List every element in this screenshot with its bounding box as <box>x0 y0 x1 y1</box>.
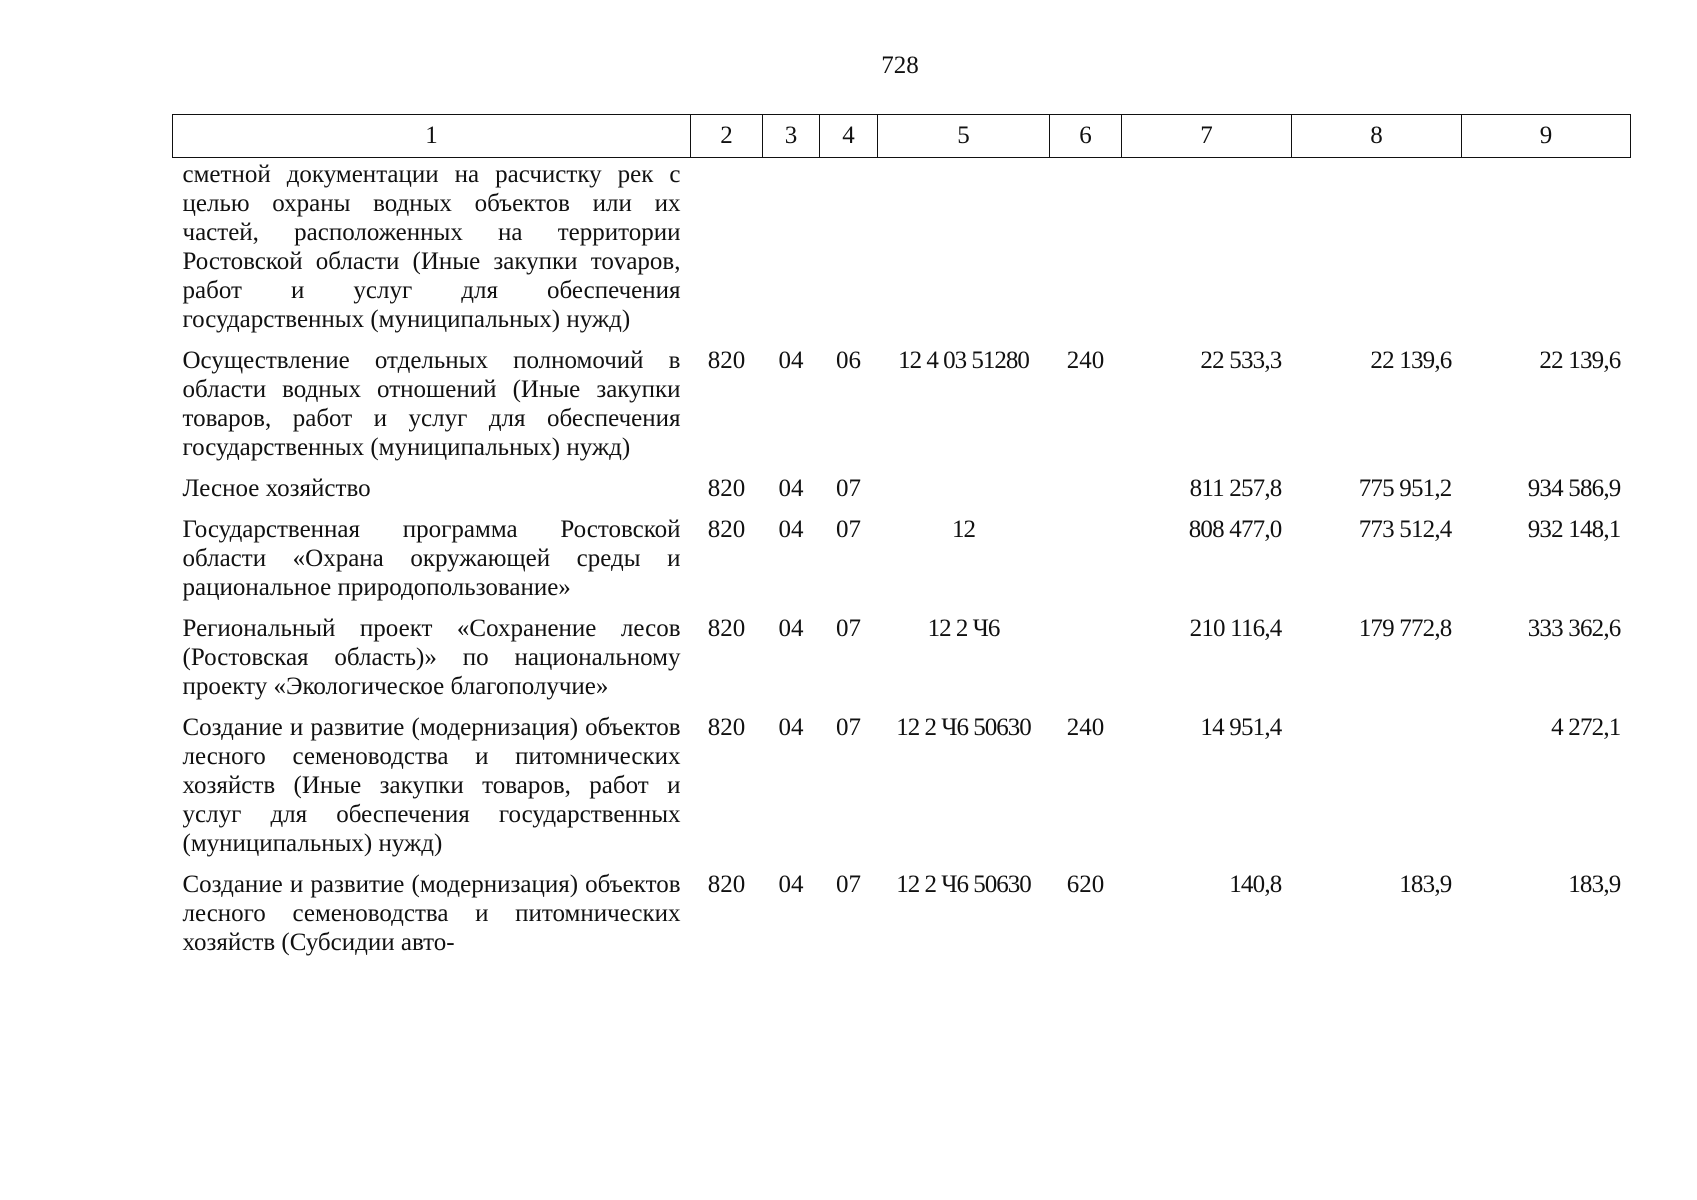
ministry-code: 820 <box>707 516 746 543</box>
row-description: Создание и развитие (модернизация) объектов лесного семеноводства и питомнических хозяйств (Субсидии авто- <box>182 871 681 956</box>
target-article-code <box>878 158 1050 347</box>
expense-type-code <box>1050 158 1122 347</box>
table-row <box>173 346 1631 474</box>
amount-col9: 183,9 <box>1568 871 1621 898</box>
section-code <box>763 158 820 347</box>
amount-col8 <box>1292 713 1462 870</box>
section-code: 04 <box>778 871 804 898</box>
subsection-code: 07 <box>836 871 861 898</box>
column-header: 5 <box>878 115 1050 158</box>
target-article-code: 12 2 Ч6 50630 <box>896 871 1031 898</box>
column-header: 7 <box>1122 115 1292 158</box>
amount-col8: 22 139,6 <box>1370 347 1452 374</box>
table-row <box>173 515 1631 614</box>
ministry-code: 820 <box>707 871 746 898</box>
target-article-code <box>878 474 1050 515</box>
target-article-code: 12 2 Ч6 <box>927 615 1000 642</box>
subsection-code <box>820 158 878 347</box>
subsection-code: 07 <box>836 516 861 543</box>
amount-col9: 934 586,9 <box>1527 475 1621 502</box>
budget-table <box>172 114 1631 969</box>
amount-col9: 22 139,6 <box>1539 347 1621 374</box>
row-description: сметной документации на расчистку рек с целью охраны водных объектов или их частей, расположенных на территории Ростовской области (Иные закупки тоvаров, работ и услуг для обеспечения государственных (муниципальных) нужд) <box>182 161 681 333</box>
subsection-code: 07 <box>836 615 861 642</box>
target-article-code: 12 <box>952 516 975 543</box>
column-header: 8 <box>1292 115 1462 158</box>
amount-col8: 775 951,2 <box>1358 475 1452 502</box>
amount-col7: 140,8 <box>1229 871 1282 898</box>
column-header: 9 <box>1462 115 1631 158</box>
amount-col8 <box>1292 158 1462 347</box>
amount-col7: 14 951,4 <box>1200 714 1282 741</box>
expense-type-code: 620 <box>1066 871 1105 898</box>
table-row <box>173 870 1631 969</box>
target-article-code: 12 2 Ч6 50630 <box>896 714 1031 741</box>
amount-col7: 210 116,4 <box>1189 615 1282 642</box>
ministry-code: 820 <box>707 475 746 502</box>
amount-col9 <box>1462 158 1631 347</box>
amount-col8: 179 772,8 <box>1358 615 1452 642</box>
ministry-code <box>691 158 763 347</box>
subsection-code: 07 <box>836 475 861 502</box>
table-header-row <box>173 115 1631 158</box>
column-header: 1 <box>173 115 691 158</box>
expense-type-code <box>1050 474 1122 515</box>
column-header: 2 <box>691 115 763 158</box>
section-code: 04 <box>778 347 804 374</box>
table-row <box>173 713 1631 870</box>
amount-col8: 773 512,4 <box>1358 516 1452 543</box>
table-row <box>173 474 1631 515</box>
subsection-code: 07 <box>836 714 861 741</box>
section-code: 04 <box>778 615 804 642</box>
row-description: Осуществление отдельных полномочий в области водных отношений (Иные закупки товаров, работ и услуг для обеспечения государственных (муниципальных) нужд) <box>182 347 681 461</box>
column-header: 4 <box>820 115 878 158</box>
subsection-code: 06 <box>836 347 861 374</box>
row-description: Региональный проект «Сохранение лесов (Ростовская область)» по национальному проекту «Экологическое благополучие» <box>182 615 681 700</box>
ministry-code: 820 <box>707 714 746 741</box>
column-header: 6 <box>1050 115 1122 158</box>
expense-type-code <box>1050 614 1122 713</box>
amount-col9: 333 362,6 <box>1527 615 1621 642</box>
row-description: Государственная программа Ростовской области «Охрана окружающей среды и рациональное природопользование» <box>182 516 681 601</box>
table-row <box>173 614 1631 713</box>
table-row <box>173 158 1631 347</box>
page-number: 728 <box>881 52 919 79</box>
ministry-code: 820 <box>707 615 746 642</box>
amount-col8: 183,9 <box>1399 871 1452 898</box>
target-article-code: 12 4 03 51280 <box>898 347 1029 374</box>
amount-col7: 808 477,0 <box>1188 516 1282 543</box>
row-description: Лесное хозяйство <box>182 475 371 502</box>
amount-col9: 932 148,1 <box>1527 516 1621 543</box>
amount-col7: 811 257,8 <box>1189 475 1282 502</box>
amount-col7 <box>1122 158 1292 347</box>
section-code: 04 <box>778 516 804 543</box>
amount-col7: 22 533,3 <box>1200 347 1282 374</box>
ministry-code: 820 <box>707 347 746 374</box>
expense-type-code <box>1050 515 1122 614</box>
amount-col9: 4 272,1 <box>1551 714 1621 741</box>
section-code: 04 <box>778 714 804 741</box>
section-code: 04 <box>778 475 804 502</box>
row-description: Создание и развитие (модернизация) объектов лесного семеноводства и питомнических хозяйств (Иные закупки товаров, работ и услуг для обеспечения государственных (муниципальных) нужд) <box>182 714 681 857</box>
column-header: 3 <box>763 115 820 158</box>
expense-type-code: 240 <box>1066 714 1105 741</box>
expense-type-code: 240 <box>1066 347 1105 374</box>
